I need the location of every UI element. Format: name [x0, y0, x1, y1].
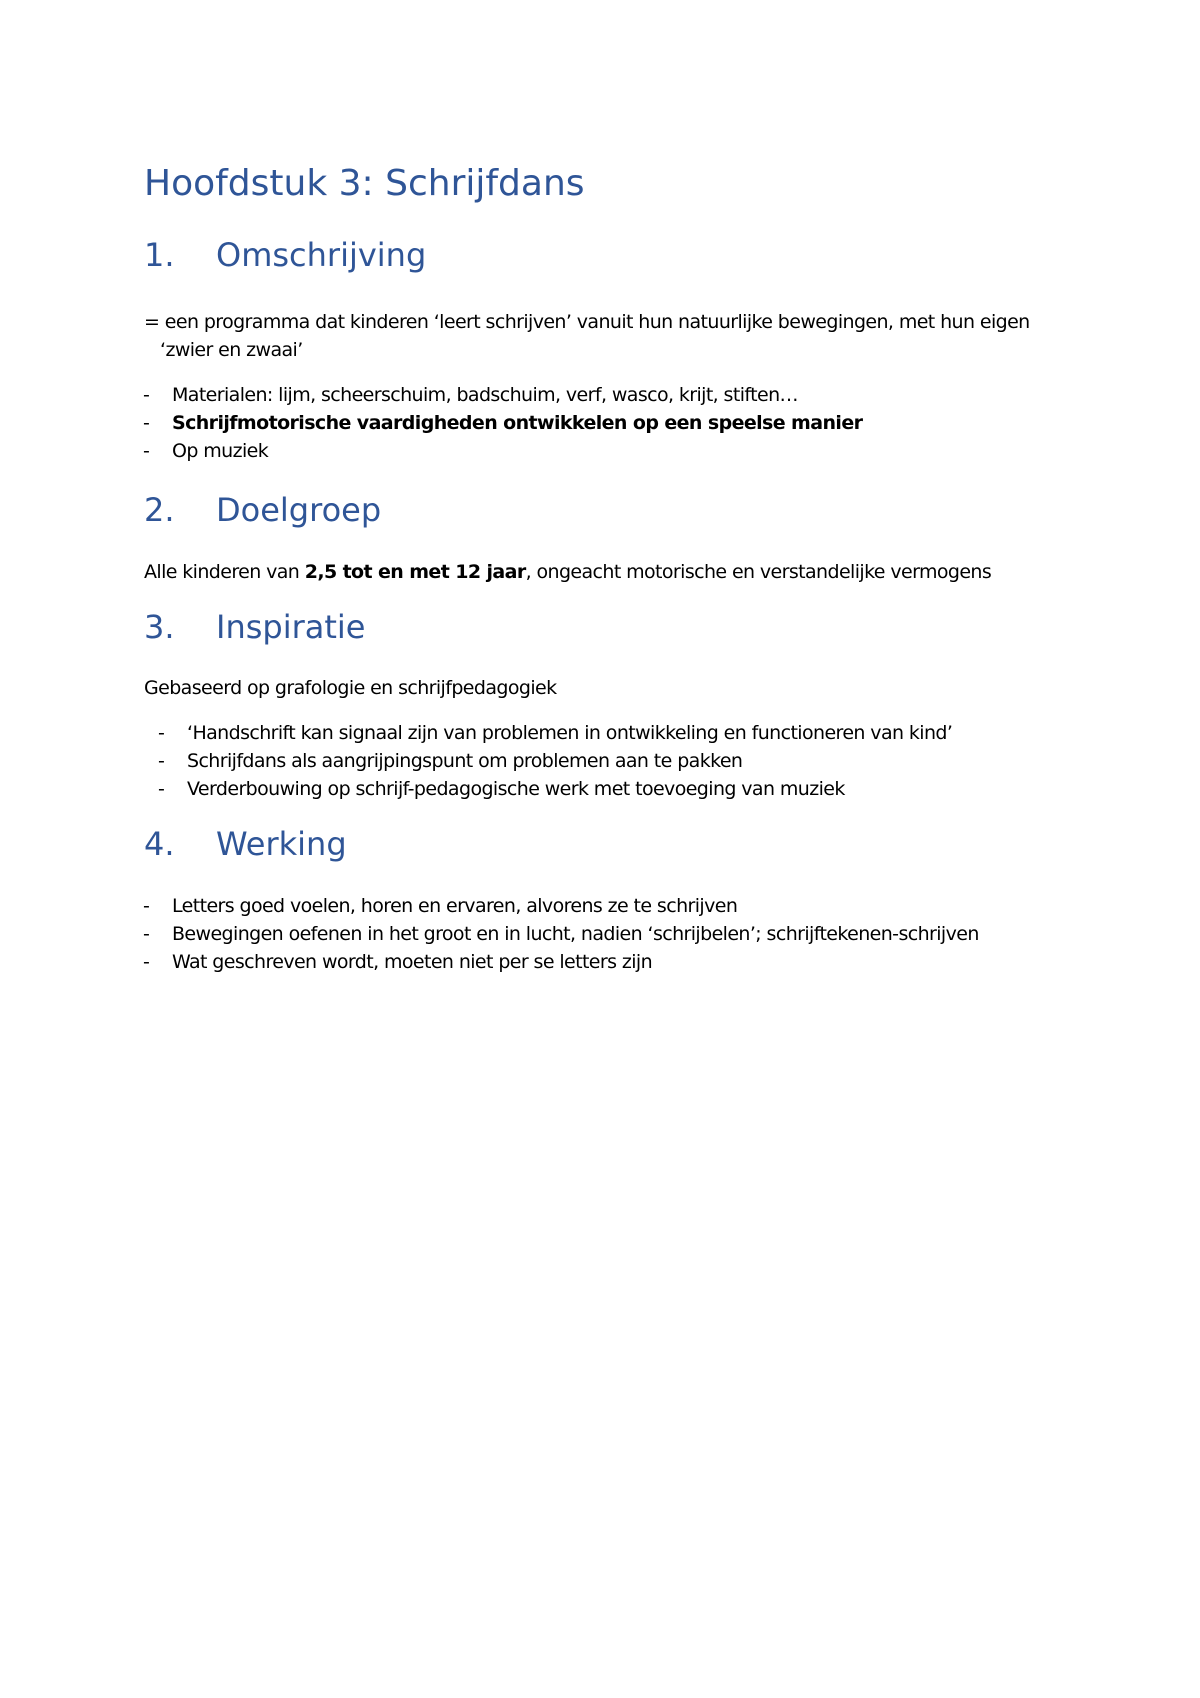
inspiration-paragraph: Gebaseerd op grafologie en schrijfpedagogiek	[144, 677, 557, 699]
section-heading-inspiratie	[144, 608, 365, 646]
paragraph-bold-text: 2,5 tot en met 12 jaar	[304, 561, 526, 583]
dash-bullet: -	[143, 895, 150, 917]
section-title: Omschrijving	[216, 236, 427, 274]
list-item-text: Schrijfmotorische vaardigheden ontwikkelen op een speelse manier	[172, 412, 863, 434]
section-heading-werking	[144, 825, 347, 863]
section-number: 3.	[144, 608, 175, 646]
chapter-title: Hoofdstuk 3: Schrijfdans	[144, 163, 585, 204]
target-group-paragraph	[144, 558, 991, 586]
list-item-text: Wat geschreven wordt, moeten niet per se letters zijn	[172, 951, 653, 973]
list-item-text: ‘Handschrift kan signaal zijn van problemen in ontwikkeling en functioneren van kind’	[187, 722, 953, 744]
definition-paragraph-line-1: = een programma dat kinderen ‘leert schrijven’ vanuit hun natuurlijke bewegingen, met hun eigen	[144, 311, 1030, 333]
section-title: Inspiratie	[216, 608, 366, 646]
section-heading-doelgroep	[144, 491, 381, 529]
dash-bullet: -	[143, 412, 150, 434]
section-title: Doelgroep	[216, 491, 382, 529]
section-number: 2.	[144, 491, 175, 529]
list-item-text: Materialen: lijm, scheerschuim, badschuim, verf, wasco, krijt, stiften…	[172, 384, 798, 406]
list-item-text: Schrijfdans als aangrijpingspunt om problemen aan te pakken	[187, 750, 743, 772]
paragraph-text: , ongeacht motorische en verstandelijke vermogens	[525, 561, 992, 583]
dash-bullet: -	[158, 778, 165, 800]
section-number: 1.	[144, 236, 175, 274]
definition-paragraph-line-2: ‘zwier en zwaai’	[160, 339, 303, 361]
dash-bullet: -	[158, 750, 165, 772]
dash-bullet: -	[143, 951, 150, 973]
section-number: 4.	[144, 825, 175, 863]
list-item-text: Verderbouwing op schrijf-pedagogische werk met toevoeging van muziek	[187, 778, 845, 800]
dash-bullet: -	[143, 923, 150, 945]
section-title: Werking	[216, 825, 347, 863]
dash-bullet: -	[143, 440, 150, 462]
paragraph-text: Alle kinderen van	[144, 561, 305, 583]
section-heading-omschrijving	[144, 236, 426, 274]
list-item-text: Letters goed voelen, horen en ervaren, alvorens ze te schrijven	[172, 895, 738, 917]
dash-bullet: -	[143, 384, 150, 406]
list-item-text: Op muziek	[172, 440, 269, 462]
list-item-text: Bewegingen oefenen in het groot en in lucht, nadien ‘schrijbelen’; schrijftekenen-schrijven	[172, 923, 979, 945]
dash-bullet: -	[158, 722, 165, 744]
